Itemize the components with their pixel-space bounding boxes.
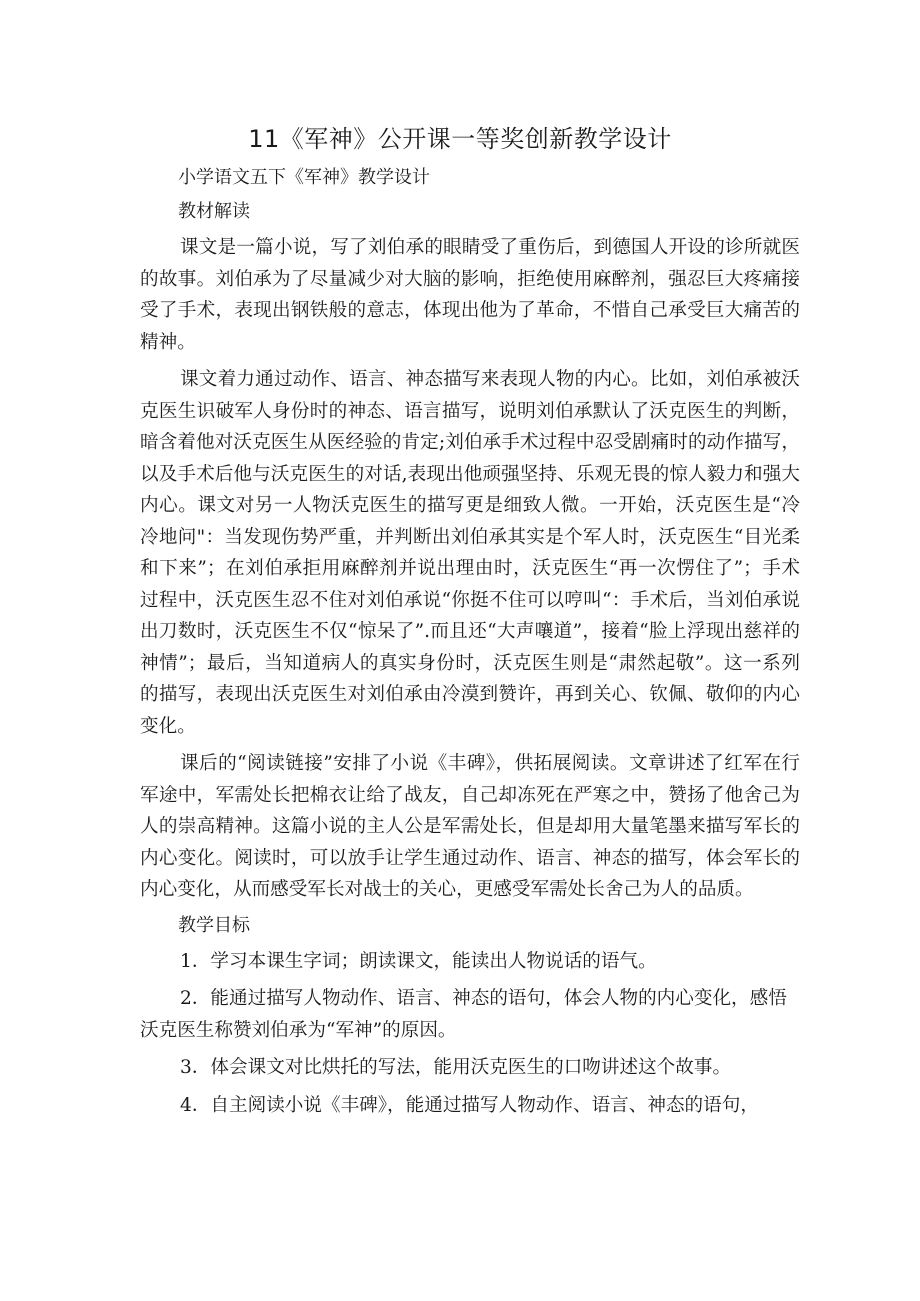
paragraph: 课文是一篇小说，写了刘伯承的眼睛受了重伤后，到德国人开设的诊所就医的故事。刘伯承为了尽量减少对大脑的影响，拒绝使用麻醉剂，强忍巨大疼痛接受了手术，表现出钢铁般的意志，体现出他为了革命，不惜自己承受巨大痛苦的精神。: [140, 237, 800, 353]
goal-item: 4．自主阅读小说《丰碑》，能通过描写人物动作、语言、神态的语句，: [180, 1094, 759, 1116]
document-title: 11《军神》公开课一等奖创新教学设计: [248, 125, 672, 153]
document-subtitle: 小学语文五下《军神》教学设计: [178, 167, 430, 188]
section-heading-goals: 教学目标: [178, 914, 250, 936]
document-page: [140, 118, 800, 1127]
goal-item: 3．体会课文对比烘托的写法，能用沃克医生的口吻讲述这个故事。: [180, 1057, 732, 1078]
section-heading-reading: 教材解读: [178, 201, 250, 222]
paragraph: 课文着力通过动作、语言、神态描写来表现人物的内心。比如，刘伯承被沃克医生识破军人身份时的神态、语言描写，说明刘伯承默认了沃克医生的判断，暗含着他对沃克医生从医经验的肯定;刘伯承手术过程中忍受剧痛时的动作描写，以及手术后他与沃克医生的对话,表现出他顽强坚持、乐观无畏的惊人毅力和强大内心。课文对另一人物沃克医生的描写更是细致人微。一开始，沃克医生是“冷冷地问"：当发现伤势严重，并判断出刘伯承其实是个军人时，沃克医生“目光柔和下来”；在刘伯承拒用麻醉剂并说出理由时，沃克医生“再一次愣住了”；手术过程中，沃克医生忍不住对刘伯承说“你挺不住可以哼叫“：手术后，当刘伯承说出刀数时，沃克医生不仅“惊呆了”.而且还“大声嚷道”，接着“脸上浮现出慈祥的神情”；最后，当知道病人的真实身份时，沃克医生则是“肃然起敬”。这一系列的描写，表现出沃克医生对刘伯承由冷漠到赞许，再到关心、钦佩、敬仰的内心变化。: [140, 369, 800, 737]
paragraph: 课后的“阅读链接”安排了小说《丰碑》，供拓展阅读。文章讲述了红军在行军途中，军需处长把棉衣让给了战友，自己却冻死在严寒之中，赞扬了他舍己为人的崇高精神。这篇小说的主人公是军需处长，但是却用大量笔墨来描写军长的内心变化。阅读时，可以放手让学生通过动作、语言、神态的描写，体会军长的内心变化，从而感受军长对战士的关心，更感受军需处长舍己为人的品质。: [140, 753, 800, 900]
goal-item: 2．能通过描写人物动作、语言、神态的语句，体会人物的内心变化，感悟沃克医生称赞刘伯承为“军神”的原因。: [140, 988, 787, 1041]
goal-item: 1．学习本课生字词；朗读课文，能读出人物说话的语气。: [180, 950, 657, 972]
